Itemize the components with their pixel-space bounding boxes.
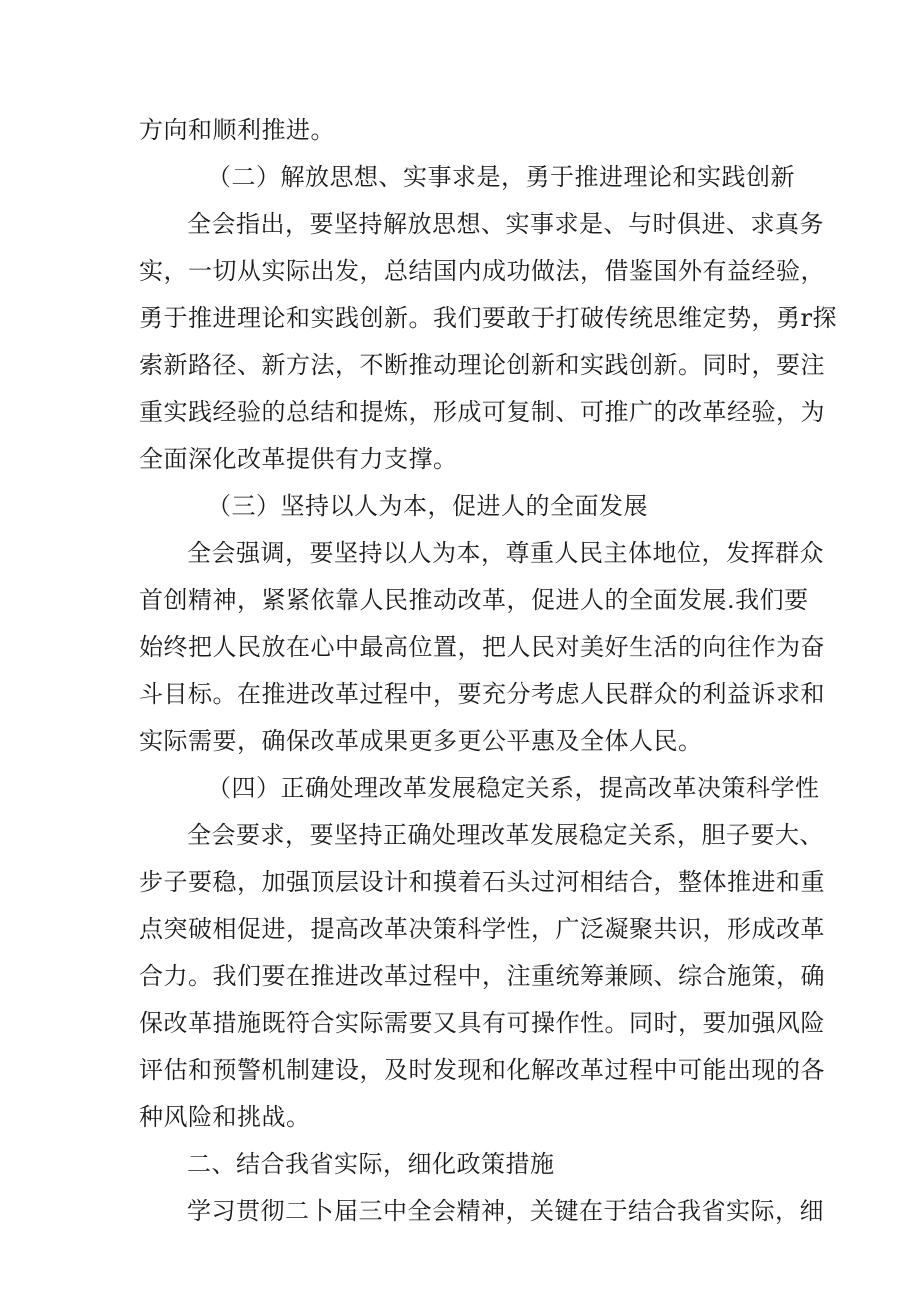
section-heading-3: （三）坚持以人为本，促进人的全面发展 [207,492,648,520]
paragraph-line: 全面深化改革提供有力支撑。 [139,445,458,473]
paragraph-line: 全会要求，要坚持正确处理改革发展稳定关系，胆子要大、 [187,821,824,849]
paragraph-line: 合力。我们要在推进改革过程中，注重统筹兼顾、综合施策，确 [139,962,825,990]
paragraph-line: 全会指出，要坚持解放思想、实事求是、与时俱进、求真务 [187,210,824,238]
paragraph-line: 实际需要，确保改革成果更多更公平惠及全体人民。 [139,727,703,755]
paragraph-line: 种风险和挑战。 [139,1103,311,1131]
paragraph-line: 勇于推进理论和实践创新。我们要敢于打破传统思维定势，勇r探 [139,304,837,332]
section-heading-2: （二）解放思想、实事求是，勇于推进理论和实践创新 [207,163,795,191]
section-heading-4: （四）正确处理改革发展稳定关系，提高改革决策科学性 [207,774,820,802]
paragraph-line: 全会强调，要坚持以人为本，尊重人民主体地位，发挥群众 [187,539,824,567]
paragraph-line: 斗目标。在推进改革过程中，要充分考虑人民群众的利益诉求和 [139,680,825,708]
paragraph-line: 首创精神，紧紧依靠人民推动改革，促进人的全面发展.我们要 [139,586,809,614]
paragraph-line: 始终把人民放在心中最高位置，把人民对美好生活的向往作为奋 [139,633,825,661]
paragraph-line: 保改革措施既符合实际需要又具有可操作性。同时，要加强风险 [139,1009,825,1037]
paragraph-line: 学习贯彻二卜届三中全会精神，关键在于结合我省实际，细 [187,1197,824,1225]
paragraph-line: 重实践经验的总结和提炼，形成可复制、可推广的改革经验，为 [139,398,825,426]
paragraph-line: 方向和顺利推进。 [139,116,335,144]
paragraph-line: 点突破相促进，提高改革决策科学性，广泛凝聚共识，形成改革 [139,915,825,943]
major-heading-2: 二、结合我省实际，细化政策措施 [187,1150,555,1178]
paragraph-line: 评估和预警机制建设，及时发现和化解改革过程中可能出现的各 [139,1056,825,1084]
paragraph-line: 索新路径、新方法，不断推动理论创新和实践创新。同时，要注 [139,351,825,379]
paragraph-line: 步子要稳，加强顶层设计和摸着石头过河相结合，整体推进和重 [139,868,825,896]
paragraph-line: 实，一切从实际出发，总结国内成功做法，借鉴国外有益经验， [139,257,825,285]
